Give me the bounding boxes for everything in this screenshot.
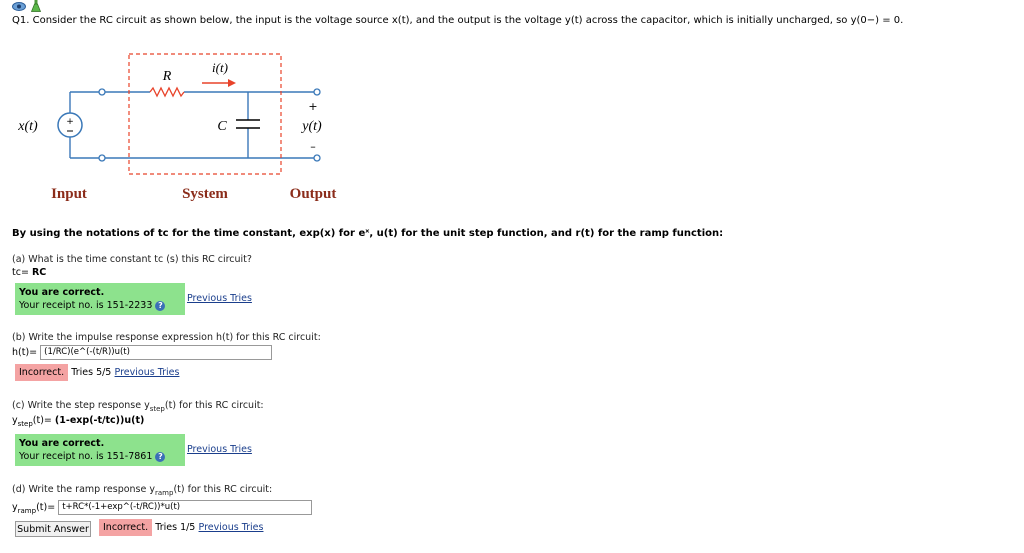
input-caption: Input	[51, 186, 87, 202]
part-d-label-sub: ramp	[17, 506, 37, 515]
rc-circuit-diagram	[10, 50, 350, 210]
help-icon[interactable]: ?	[155, 452, 165, 462]
system-box	[129, 54, 281, 174]
part-c-question-pre: (c) Write the step response y	[12, 400, 150, 411]
part-d-answer-input[interactable]: t+RC*(-1+exp^(-t/RC))*u(t)	[58, 500, 312, 515]
part-b-answer-input[interactable]: (1/RC)(e^(-(t/R))u(t)	[40, 345, 272, 360]
submit-answer-button[interactable]: Submit Answer	[15, 521, 91, 537]
part-c-previous-tries-link[interactable]: Previous Tries	[187, 444, 252, 455]
capacitor-label: C	[217, 119, 227, 134]
part-b-answer-row	[12, 345, 272, 360]
part-b-answer-label: h(t)=	[12, 347, 38, 358]
part-a-question: (a) What is the time constant tc (s) this RC circuit?	[12, 254, 252, 265]
part-c-question	[12, 400, 264, 413]
part-d-question-pre: (d) Write the ramp response y	[12, 484, 155, 495]
part-d-question-sub: ramp	[155, 488, 174, 497]
part-d-question	[12, 484, 272, 497]
part-c-question-post: (t) for this RC circuit:	[164, 400, 264, 411]
part-c-answer: (1-exp(-t/tc))u(t)	[54, 415, 145, 426]
part-d-answer-row	[12, 500, 312, 515]
flask-icon[interactable]	[31, 0, 41, 12]
part-c-label-sub: step	[17, 419, 33, 428]
question-text: Q1. Consider the RC circuit as shown below, the input is the voltage source x(t), and the output is the voltage y(t) across the capacitor, which is initially uncharged, so y(0−) = 0.	[12, 15, 904, 26]
part-b-question: (b) Write the impulse response expression h(t) for this RC circuit:	[12, 332, 321, 343]
part-d-question-post: (t) for this RC circuit:	[173, 484, 273, 495]
notations-text: By using the notations of tc for the time constant, exp(x) for eˣ, u(t) for the unit step function, and r(t) for the ramp function:	[12, 228, 724, 239]
output-minus: –	[310, 140, 316, 153]
help-icon[interactable]: ?	[155, 301, 165, 311]
resistor-icon	[150, 88, 184, 96]
output-caption: Output	[289, 186, 337, 202]
input-signal-label: x(t)	[18, 119, 38, 134]
part-a-answer: RC	[31, 267, 47, 278]
part-c-label-main: y	[12, 415, 18, 426]
system-caption: System	[182, 186, 228, 202]
part-d-tries: Tries 1/5	[155, 522, 196, 533]
part-b-feedback-row	[15, 364, 179, 381]
part-a-status: You are correct.	[19, 287, 105, 298]
resistor-label: R	[162, 69, 172, 84]
part-c-question-sub: step	[149, 404, 165, 413]
part-c-answer-row	[12, 415, 144, 428]
output-plus: +	[308, 100, 318, 113]
part-d-feedback-row	[99, 519, 263, 536]
part-a-answer-label: tc=	[12, 267, 29, 278]
output-signal-label: y(t)	[302, 119, 322, 134]
part-b-tries: Tries 5/5	[71, 367, 112, 378]
part-c-correct-box	[15, 434, 185, 466]
part-d-label-main: y	[12, 502, 18, 513]
current-arrow-icon	[228, 79, 236, 87]
part-b-previous-tries-link[interactable]: Previous Tries	[114, 367, 180, 378]
part-c-receipt: Your receipt no. is 151-7861	[19, 451, 153, 462]
source-plus: +	[66, 117, 74, 127]
part-d-status: Incorrect.	[99, 519, 152, 536]
part-d-previous-tries-link[interactable]: Previous Tries	[198, 522, 264, 533]
part-a-receipt: Your receipt no. is 151-2233	[19, 300, 153, 311]
part-c-status: You are correct.	[19, 438, 105, 449]
current-label: i(t)	[212, 60, 228, 75]
part-d-label-post: (t)=	[36, 502, 56, 513]
part-a-answer-row	[12, 267, 46, 278]
part-c-label-post: (t)=	[32, 415, 52, 426]
part-a-previous-tries-link[interactable]: Previous Tries	[187, 293, 252, 304]
part-b-status: Incorrect.	[15, 364, 68, 381]
part-a-correct-box	[15, 283, 185, 315]
eye-icon[interactable]	[12, 2, 26, 11]
